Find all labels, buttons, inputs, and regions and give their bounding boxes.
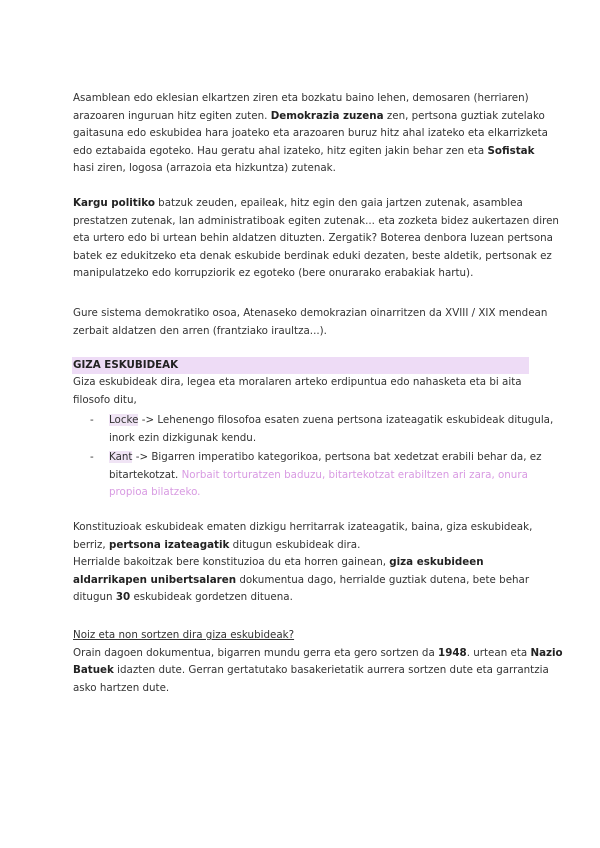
- text-line: [109, 412, 554, 430]
- text-line: Gure sistema demokratiko osoa, Atenaseko demokrazian oinarritzen da XVIII / XIX mendean: [73, 307, 548, 319]
- text-line: Konstituzioak eskubideak ematen dizkigu herritarrak izateagatik, baina, giza eskubideak,: [73, 521, 533, 533]
- text-span: dokumentua dago, herrialde guztiak dutena, bete behar: [236, 573, 530, 586]
- paragraph-konstituzioak: [73, 519, 533, 607]
- pink-note: Norbait torturatzen baduzu, bitartekotzat erabiltzen ari zara, onura: [181, 468, 528, 481]
- text-line: [73, 195, 533, 213]
- text-line: [73, 554, 533, 572]
- text-line: batek ez edukitzeko eta denak eskubide berdinak eduki dezaten, beste aldetik, pertsonak ez: [73, 249, 552, 262]
- bold-term: Kargu politiko: [73, 197, 155, 209]
- paragraph-sistema: [73, 305, 548, 340]
- text-span: -> Bigarren imperatibo kategorikoa, pertsona bat xedetzat erabili behar da, ez: [132, 451, 542, 463]
- text-line: hasi ziren, logosa (arrazoia eta hizkuntza) zutenak.: [73, 162, 336, 175]
- text-line: inork ezin dizkigunak kendu.: [109, 431, 257, 444]
- text-line: [73, 537, 533, 555]
- text-span: bitartekotzat.: [109, 468, 182, 481]
- text-span: edo eztabaida egoteko. Hau geratu ahal izateko, hitz egiten jakin behar zen eta: [73, 144, 488, 157]
- list-item-text: [109, 412, 554, 447]
- bold-term: Batuek: [73, 664, 114, 677]
- text-line: [73, 662, 549, 680]
- text-line: zerbait aldatzen den arren (frantziako iraultza...).: [73, 324, 327, 337]
- bold-term: Nazio: [530, 646, 563, 659]
- text-span: arazoaren inguruan hitz egiten zuten.: [73, 109, 268, 122]
- text-line: [73, 108, 545, 126]
- section-question: Noiz eta non sortzen dira giza eskubideak?: [73, 629, 295, 641]
- text-span: zen, pertsona guztiak zutelako: [383, 109, 545, 122]
- text-span: batzuk zeuden, epaileak, hitz egin den gaia jartzen zutenak, asamblea: [154, 197, 523, 209]
- bullet-dash: -: [90, 414, 94, 426]
- bold-term: pertsona izateagatik: [108, 538, 230, 551]
- paragraph-kargu-politiko: [73, 195, 559, 283]
- text-span: ditugun: [73, 591, 116, 604]
- paragraph-asamblea: [73, 90, 548, 178]
- text-line: manipulatzeko edo korrupziorik ez egoteko (bere onurarako erabakiak hartu).: [73, 267, 474, 280]
- text-line: Asamblean edo eklesian elkartzen ziren eta bozkatu baino lehen, demosaren (herriaren): [73, 92, 529, 104]
- section-heading: GIZA ESKUBIDEAK: [72, 357, 529, 374]
- text-line: [109, 467, 529, 485]
- highlighted-name: Locke: [109, 414, 139, 426]
- bold-term: 30: [115, 591, 131, 604]
- bold-term: aldarrikapen unibertsalaren: [73, 573, 237, 586]
- text-line: gaitasuna edo eskubidea hara joateko eta arazoaren buruz hitz ahal izateko eta elkarrizketa: [73, 127, 548, 140]
- text-line: eta urtero edo bi urtean behin aldatzen dituzten. Zergatik? Boterea denbora luzean pertsona: [73, 232, 553, 245]
- bullet-dash: -: [90, 451, 94, 463]
- text-span: ditugun eskubideak dira.: [229, 538, 361, 551]
- text-line: prestatzen zutenak, lan administratiboak egiten zutenak... eta zozketa bidez aukertazen diren: [73, 214, 559, 227]
- text-line: [109, 449, 542, 467]
- bold-term: Demokrazia zuzena: [270, 109, 384, 122]
- text-line: asko hartzen dute.: [73, 681, 170, 694]
- paragraph-noiz-eta-non: [73, 627, 563, 697]
- text-span: Herrialde bakoitzak bere konstituzioa du eta horren gainean,: [73, 556, 390, 569]
- pink-note: propioa bilatzeko.: [109, 486, 201, 499]
- text-line: [73, 572, 533, 590]
- text-span: idazten dute. Gerran gertatutako basakerietatik aurrera sortzen dute eta garrantzia: [113, 664, 549, 677]
- text-span: berriz,: [73, 538, 109, 551]
- bold-term: Sofistak: [487, 144, 535, 157]
- text-span: . urtean eta: [466, 646, 531, 659]
- list-item-text: [109, 449, 542, 502]
- paragraph-giza-eskubideak: [73, 374, 533, 409]
- text-span: Orain dagoen dokumentua, bigarren mundu gerra eta gero sortzen da: [73, 646, 439, 659]
- bold-term: 1948: [438, 646, 467, 659]
- text-line: Giza eskubideak dira, legea eta moralaren arteko erdipuntua edo nahasketa eta bi aita: [73, 376, 522, 388]
- text-span: eskubideak gordetzen dituena.: [130, 591, 293, 604]
- text-line: [73, 143, 533, 161]
- bold-term: giza eskubideen: [389, 556, 484, 569]
- text-line: [73, 645, 563, 663]
- text-span: -> Lehenengo filosofoa esaten zuena pertsona izateagatik eskubideak ditugula,: [138, 414, 554, 426]
- text-line: [73, 589, 533, 607]
- highlighted-name: Kant: [109, 451, 133, 463]
- text-line: filosofo ditu,: [73, 393, 137, 406]
